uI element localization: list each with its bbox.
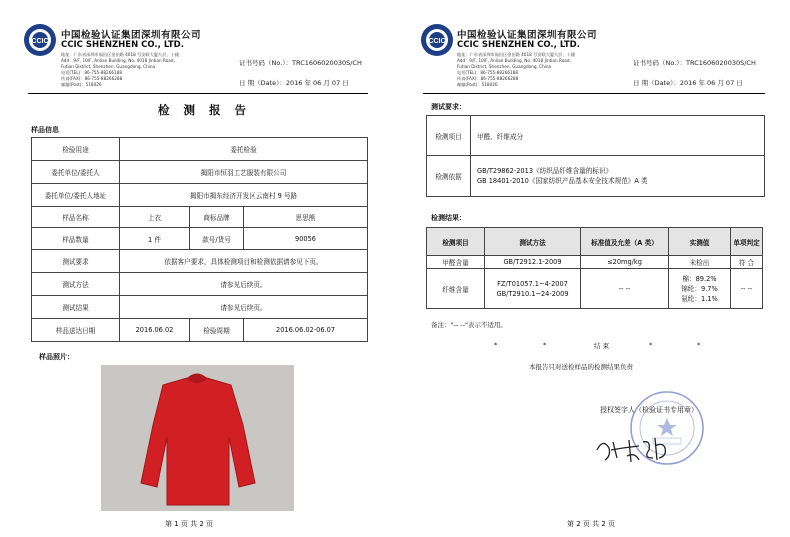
row-label: 测试要求 (32, 250, 120, 273)
company-en-name: CCIC SHENZHEN CO., LTD. (457, 40, 580, 50)
row-label: 样品送达日期 (32, 319, 120, 342)
cell-method: GB/T2912.1-2009 (485, 256, 581, 269)
company-cn-name: 中国检验认证集团深圳有限公司 (457, 30, 598, 41)
row-value: 请参见后续页。 (120, 273, 368, 296)
address-line: Futian District, Shenzhen, Guangdong, China (457, 64, 552, 69)
address-line: 邮编(Post)：518026 (457, 82, 498, 87)
handwritten-signature (593, 428, 673, 468)
end-label: 结 束 (594, 342, 610, 350)
sample-info-heading: 样品信息 (31, 126, 59, 134)
cell-item: 甲醛含量 (427, 256, 485, 269)
date-value: 2016 年 06 月 07 日 (679, 79, 743, 87)
row-label: 检验周期 (190, 319, 244, 342)
column-header: 单项判定 (731, 228, 763, 256)
ccic-logo (22, 22, 58, 58)
row-label: 委托单位/委托人 (32, 161, 120, 184)
star: * (543, 341, 547, 349)
cell-judgement: -- -- (731, 269, 763, 309)
row-value: 甲醛、纤维成分 (471, 116, 765, 156)
row-value: 1 件 (120, 228, 190, 250)
company-cn-name: 中国检验认证集团深圳有限公司 (61, 30, 202, 41)
address-line: 地址：广东省深圳市福田区金田路 4018 号安联大厦九层、十楼 (61, 52, 180, 57)
row-label: 测试方法 (32, 273, 120, 296)
cert-label: 证书号码（No.）： (633, 59, 687, 67)
svg-text:CCIC: CCIC (31, 38, 49, 45)
page-footer: 第 1 页 共 2 页 (165, 520, 214, 528)
cert-number (633, 58, 756, 67)
table-row (427, 256, 763, 269)
table-row (32, 138, 368, 161)
row-label: 款号/货号 (190, 228, 244, 250)
star: * (649, 341, 653, 349)
table-row (32, 250, 368, 273)
row-value: 2016.06.02 (120, 319, 190, 342)
table-row (32, 228, 368, 250)
row-label: 委托单位/委托人地址 (32, 184, 120, 207)
row-value: 请参见后续页。 (120, 296, 368, 319)
measured-line: 棉：89.2% (682, 274, 717, 283)
disclaimer: 本报告只对送检样品的检测结果负责 (529, 363, 633, 371)
table-row (32, 207, 368, 228)
date-label: 日 期（Date）： (633, 79, 680, 87)
date-value: 2016 年 06 月 07 日 (285, 79, 349, 87)
row-value: 上衣 (120, 207, 190, 228)
row-value: 90056 (244, 228, 368, 250)
test-requirements-heading: 测试要求： (431, 103, 466, 111)
row-value: 依据客户要求，具体检测项目和检测依据请参见下页。 (120, 250, 368, 273)
row-value: 揭阳市恒羽工艺服装有限公司 (120, 161, 368, 184)
sample-photo-heading: 样品照片： (39, 353, 74, 361)
ccic-logo (419, 22, 455, 58)
star: * (494, 341, 498, 349)
signer-label: 授权签字人（检验证书专用章） (600, 406, 698, 414)
cert-label: 证书号码（No.）： (239, 59, 293, 67)
cell-standard: -- -- (581, 269, 669, 309)
row-label: 样品数量 (32, 228, 120, 250)
report-title: 检 测 报 告 (158, 103, 252, 117)
table-header-row (427, 228, 763, 256)
row-label: 测试结果 (32, 296, 120, 319)
cert-number (239, 58, 362, 67)
company-address (457, 52, 617, 88)
svg-text:CCIC: CCIC (428, 38, 446, 45)
row-value: 揭阳市揭东经济开发区云南村 9 号路 (120, 184, 368, 207)
table-row (32, 161, 368, 184)
header-rule (423, 93, 765, 94)
address-line: Futian District, Shenzhen, Guangdong, China (61, 64, 156, 69)
cert-value: TRC1606020030S/CH (686, 59, 756, 67)
row-label: 检验用途 (32, 138, 120, 161)
header-rule (28, 93, 368, 94)
cell-standard: ≤20mg/kg (581, 256, 669, 269)
cell-measured: 未检出 (669, 256, 731, 269)
cell-judgement: 符 合 (731, 256, 763, 269)
row-value: 委托检验 (120, 138, 368, 161)
column-header: 检测项目 (427, 228, 485, 256)
row-value: 思思熊 (244, 207, 368, 228)
basis-line: GB/T29862-2013《纺织品纤维含量的标识》 (477, 167, 613, 175)
table-row (32, 184, 368, 207)
sample-photo (101, 365, 294, 511)
company-en-name: CCIC SHENZHEN CO., LTD. (61, 40, 184, 50)
column-header: 实测值 (669, 228, 731, 256)
row-value (471, 156, 765, 197)
report-page-2 (395, 0, 790, 537)
remark-note: 备注："-- --"表示不适用。 (431, 321, 507, 329)
table-row (427, 116, 765, 156)
measured-line: 锦纶：9.7% (681, 284, 718, 293)
address-line: 传真(FAX)：86-755-88266288 (457, 76, 519, 81)
cell-method (485, 269, 581, 309)
cert-value: TRC1606020030S/CH (292, 59, 362, 67)
address-line: 传真(FAX)：86-755-88266288 (61, 76, 123, 81)
row-label: 商标品牌 (190, 207, 244, 228)
cell-measured (669, 269, 731, 309)
test-requirements-table (426, 115, 765, 197)
method-line: FZ/T01057.1~4-2007 (497, 279, 568, 288)
date-label: 日 期（Date）： (239, 79, 286, 87)
method-line: GB/T2910.1~24-2009 (496, 289, 569, 298)
address-line: 电话(TEL)：86-755-88266188 (457, 70, 519, 75)
row-value: 2016.06.02-06.07 (244, 319, 368, 342)
red-sweater-image (101, 365, 294, 511)
issue-date (239, 78, 349, 87)
test-results-heading: 检测结果： (431, 214, 466, 222)
basis-line: GB 18401-2010《国家纺织产品基本安全技术规范》A 类 (477, 177, 648, 185)
table-row (427, 156, 765, 197)
measured-line: 氨纶：1.1% (681, 294, 718, 303)
table-row (32, 273, 368, 296)
address-line: 邮编(Post)：518026 (61, 82, 102, 87)
row-label: 样品名称 (32, 207, 120, 228)
test-results-table (426, 227, 763, 309)
end-marker-row (395, 341, 790, 351)
address-line: Add：9/F, 10/F, Anlian Building, No. 4018 Jintian Road, (61, 58, 175, 63)
row-label: 检测依据 (427, 156, 471, 197)
table-row (427, 269, 763, 309)
table-row (32, 319, 368, 342)
column-header: 标准值及允差（A 类） (581, 228, 669, 256)
star: * (697, 341, 701, 349)
page-footer: 第 2 页 共 2 页 (567, 520, 616, 528)
sample-info-table (31, 137, 368, 342)
row-label: 检测项目 (427, 116, 471, 156)
issue-date (633, 78, 743, 87)
company-address (61, 52, 221, 88)
address-line: 电话(TEL)：86-755-88266188 (61, 70, 123, 75)
column-header: 测试方法 (485, 228, 581, 256)
address-line: 地址：广东省深圳市福田区金田路 4018 号安联大厦九层、十楼 (457, 52, 576, 57)
table-row (32, 296, 368, 319)
cell-item: 纤维含量 (427, 269, 485, 309)
address-line: Add：9/F, 10/F, Anlian Building, No. 4018 Jintian Road, (457, 58, 571, 63)
